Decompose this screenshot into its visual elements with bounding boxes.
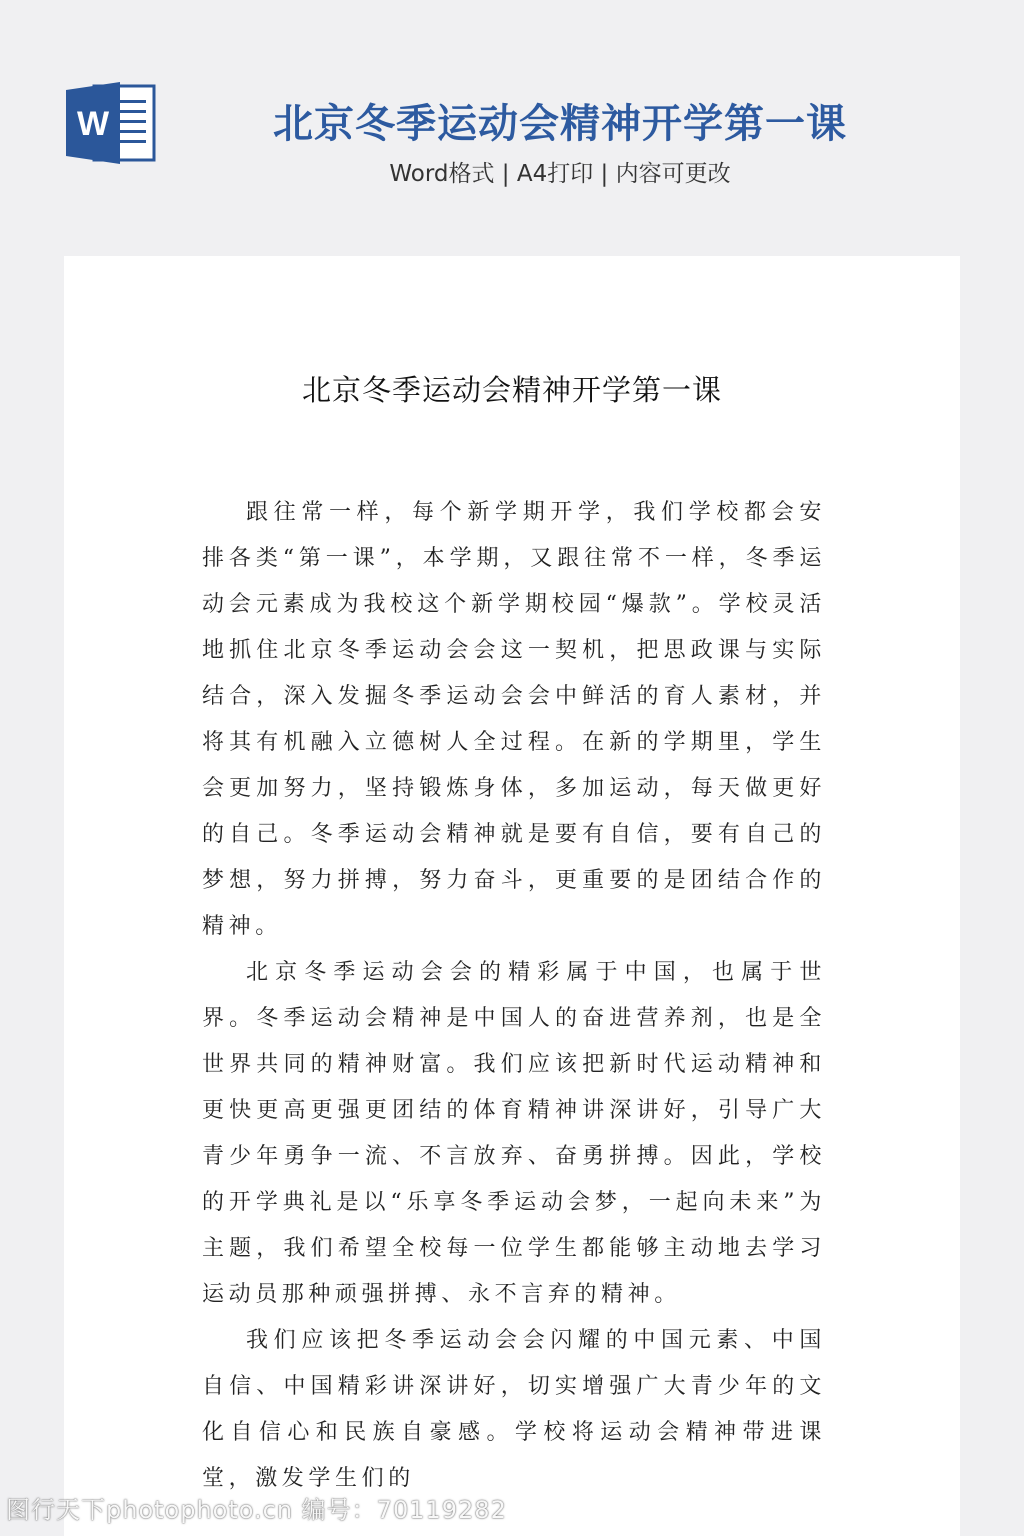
header-title: 北京冬季运动会精神开学第一课	[273, 101, 847, 147]
paragraph: 北京冬季运动会会的精彩属于中国，也属于世界。冬季运动会精神是中国人的奋进营养剂，也是全世界共同的精神财富。我们应该把新时代运动精神和更快更高更强更团结的体育精神讲深讲好，引导广大青少年勇争一流、不言放弃、奋勇拼搏。因此，学校的开学典礼是以“乐享冬季运动会梦，一起向未来”为主题，我们希望全校每一位学生都能够主动地去学习运动员那种顽强拼搏、永不言弃的精神。	[202, 960, 826, 1307]
word-document-icon	[64, 80, 158, 166]
header-subtitle: Word格式 | A4打印 | 内容可更改	[389, 161, 731, 187]
page-header	[0, 0, 1024, 240]
document-page	[64, 256, 960, 1536]
document-title: 北京冬季运动会精神开学第一课	[301, 373, 722, 407]
document-body	[202, 490, 826, 1502]
word-icon-letter: W	[76, 105, 110, 143]
paragraph: 我们应该把冬季运动会会闪耀的中国元素、中国自信、中国精彩讲深讲好，切实增强广大青少年的文化自信心和民族自豪感。学校将运动会精神带进课堂，激发学生们的	[202, 1328, 826, 1491]
paragraph: 跟往常一样，每个新学期开学，我们学校都会安排各类“第一课”，本学期，又跟往常不一样，冬季运动会元素成为我校这个新学期校园“爆款”。学校灵活地抓住北京冬季运动会会这一契机，把思政课与实际结合，深入发掘冬季运动会会中鲜活的育人素材，并将其有机融入立德树人全过程。在新的学期里，学生会更加努力，坚持锻炼身体，多加运动，每天做更好的自己。冬季运动会精神就是要有自信，要有自己的梦想，努力拼搏，努力奋斗，更重要的是团结合作的精神。	[202, 500, 826, 939]
watermark-text: 图行天下photophoto.cn 编号：70119282	[6, 1496, 507, 1524]
